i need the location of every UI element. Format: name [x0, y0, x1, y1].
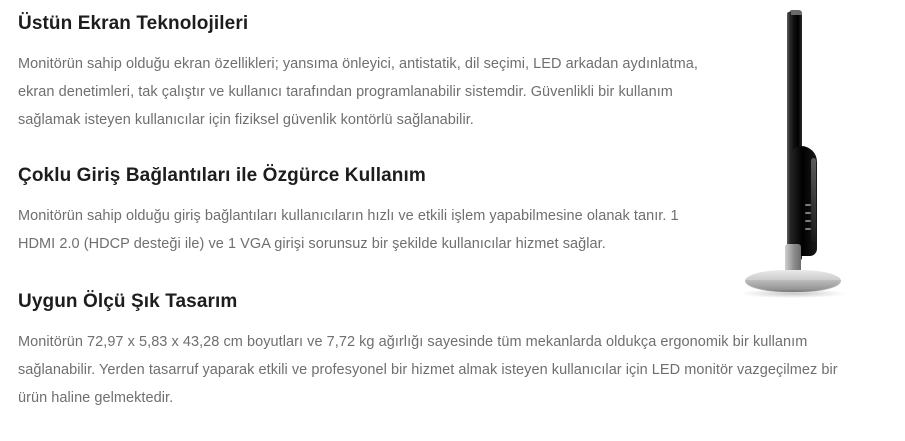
feature-section-display-technologies [18, 12, 758, 134]
monitor-drop-shadow [741, 289, 845, 298]
monitor-control-markings [805, 204, 813, 230]
feature-section-design-dimensions [18, 290, 838, 412]
section-body: Monitörün 72,97 x 5,83 x 43,28 cm boyutları ve 7,72 kg ağırlığı sayesinde tüm mekanlarda oldukça ergonomik bir kullanım sağlanabilir. Yerden tasarruf yaparak etkili ve profesyonel bir hizmet almak isteyen kullanıcılar için LED monitör vazgeçilmez bir ürün haline gelmektedir. [18, 334, 838, 406]
section-body: Monitörün sahip olduğu giriş bağlantıları kullanıcıların hızlı ve etkili işlem yapabilmesine olanak tanır. 1 HDMI 2.0 (HDCP desteği ile) ve 1 VGA girişi sorunsuz bir şekilde kullanıcılar hizmet sağlar. [18, 208, 679, 252]
description-text-column [18, 12, 838, 412]
section-heading: Uygun Ölçü Şık Tasarım [18, 291, 238, 312]
section-body: Monitörün sahip olduğu ekran özellikleri; yansıma önleyici, antistatik, dil seçimi, LED arkadan aydınlatma, ekran denetimleri, tak çalıştır ve kullanıcı tarafından programlanabilir sistemdir. Güvenlikli bir kullanım sağlamak isteyen kullanıcılar için fiziksel güvenlik kontörlü sağlanabilir. [18, 56, 698, 128]
feature-section-input-connections [18, 164, 758, 258]
section-heading: Çoklu Giriş Bağlantıları ile Özgürce Kullanım [18, 165, 426, 186]
monitor-side-view-image [727, 8, 847, 298]
section-heading: Üstün Ekran Teknolojileri [18, 13, 249, 34]
